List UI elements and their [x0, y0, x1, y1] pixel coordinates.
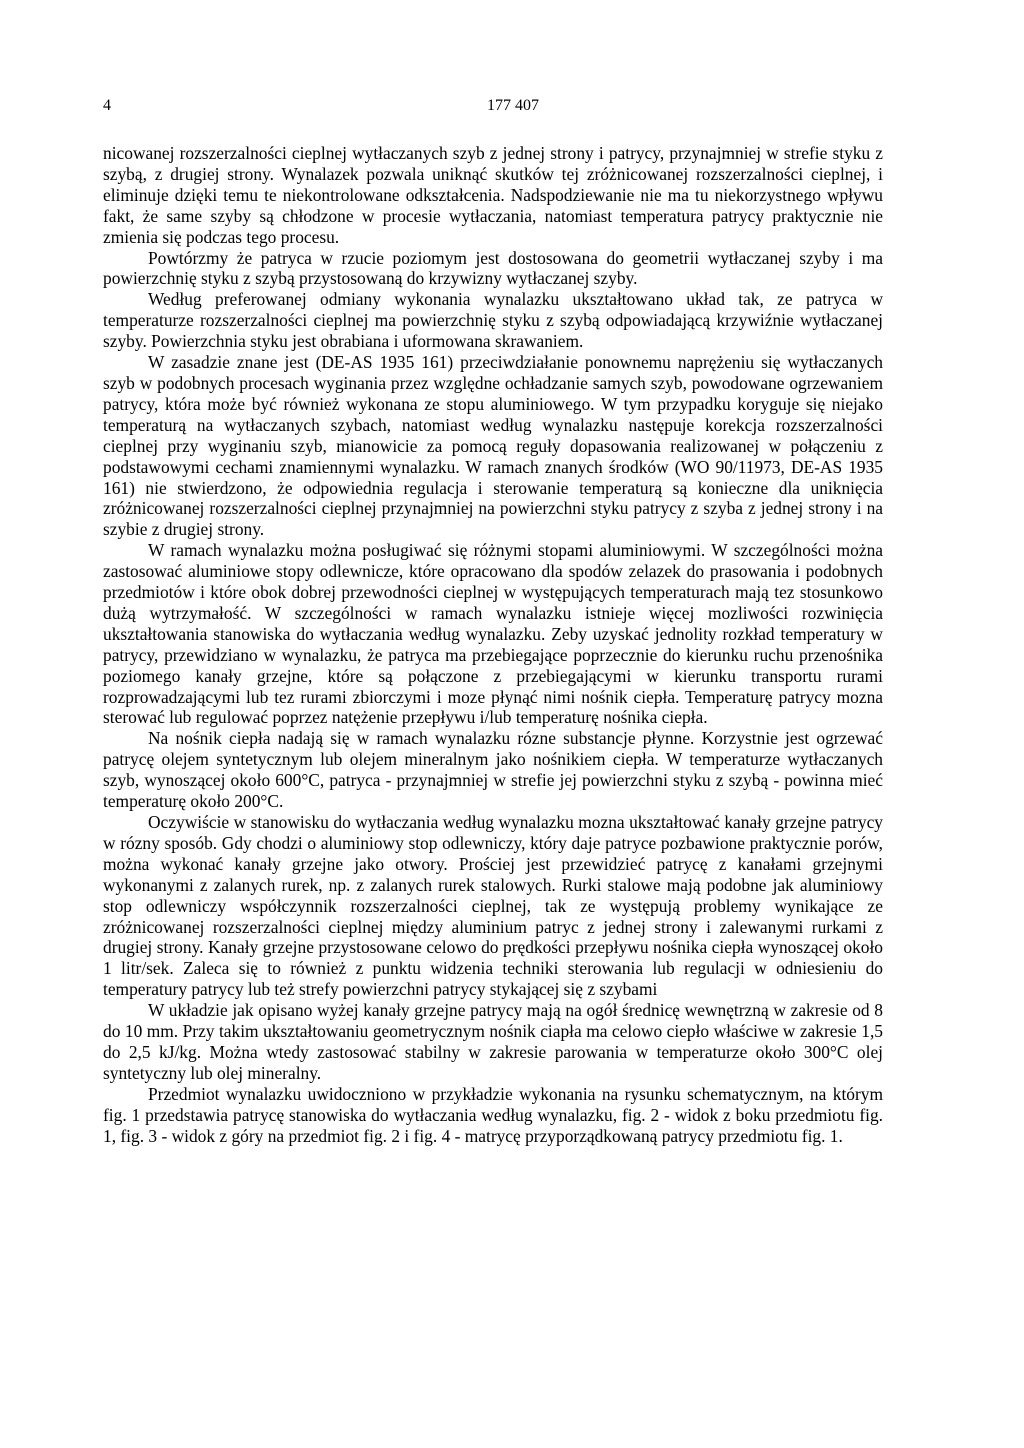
paragraph: Oczywiście w stanowisku do wytłaczania według wynalazku mozna ukształtować kanały grzejne patrycy w rózny sposób. Gdy chodzi o aluminiowy stop odlewniczy, który daje patryce pozbawione praktycznie porów, można wykonać kanały grzejne jako otwory. Prościej jest przewidzieć patrycę z kanałami grzejnymi wykonanymi z zalanych rurek, np. z zalanych rurek stalowych. Rurki stalowe mają podobne jak aluminiowy stop odlewniczy współczynnik rozszerzalności cieplnej, tak ze występują problemy wynikające ze zróżnicowanej rozszerzalności cieplnej między aluminium patryc z jednej strony i zalewanymi rurkami z drugiej strony. Kanały grzejne przystosowane celowo do prędkości przepływu nośnika ciepła wynoszącej około 1 litr/sek. Zaleca się to również z punktu widzenia techniki sterowania lub regulacji w odniesieniu do temperatury patrycy lub też strefy powierzchni patrycy stykającej się z szybami: [103, 812, 883, 1000]
paragraph: nicowanej rozszerzalności cieplnej wytłaczanych szyb z jednej strony i patrycy, przynajmniej w strefie styku z szybą, z drugiej strony. Wynalazek pozwala uniknąć skutków tej zróżnicowanej rozszerzalności cieplnej, i eliminuje dzięki temu te niekontrolowane odkształcenia. Nadspodziewanie nie ma tu niekorzystnego wpływu fakt, że same szyby są chłodzone w procesie wytłaczania, natomiast temperatura patrycy praktycznie nie zmienia się podczas tego procesu.: [103, 143, 883, 247]
paragraph: Na nośnik ciepła nadają się w ramach wynalazku rózne substancje płynne. Korzystnie jest ogrzewać patrycę olejem syntetycznym lub olejem mineralnym jako nośnikiem ciepła. W temperaturze wytłaczanych szyb, wynoszącej około 600°C, patryca - przynajmniej w strefie jej powierzchni styku z szybą - powinna mieć temperaturę około 200°C.: [103, 728, 883, 812]
paragraph: W zasadzie znane jest (DE-AS 1935 161) przeciwdziałanie ponownemu naprężeniu się wytłaczanych szyb w podobnych procesach wyginania przez względne ochładzanie samych szyb, powodowane ogrzewaniem patrycy, która może być również wykonana ze stopu aluminiowego. W tym przypadku koryguje się niejako temperaturą na wytłaczanych szybach, natomiast według wynalazku następuje korekcja rozszerzalności cieplnej przy wyginaniu szyb, mianowicie za pomocą reguły dopasowania realizowanej w połączeniu z podstawowymi cechami znamiennymi wynalazku. W ramach znanych środków (WO 90/11973, DE-AS 1935 161) nie stwierdzono, że odpowiednia regulacja i sterowanie temperaturą są konieczne dla uniknięcia zróżnicowanej rozszerzalności cieplnej przynajmniej na powierzchni styku patrycy z szyba z jednej strony i na szybie z drugiej strony.: [103, 352, 883, 540]
paragraph: W układzie jak opisano wyżej kanały grzejne patrycy mają na ogół średnicę wewnętrzną w zakresie od 8 do 10 mm. Przy takim ukształtowaniu geometrycznym nośnik ciapła ma celowo ciepło właściwe w zakresie 1,5 do 2,5 kJ/kg. Można wtedy zastosować stabilny w zakresie parowania w temperaturze około 300°C olej syntetyczny lub olej mineralny.: [103, 1000, 883, 1083]
paragraph: W ramach wynalazku można posługiwać się różnymi stopami aluminiowymi. W szczególności można zastosować aluminiowe stopy odlewnicze, które opracowano dla spodów zelazek do prasowania i podobnych przedmiotów i które obok dobrej przewodności cieplnej w występujących temperaturach mają tez stosunkowo dużą wytrzymałość. W szczególności w ramach wynalazku istnieje więcej mozliwości rozwinięcia ukształtowania stanowiska do wytłaczania według wynalazku. Zeby uzyskać jednolity rozkład temperatury w patrycy, przewidziano w wynalazku, że patryca ma przebiegające poprzecznie do kierunku ruchu przenośnika poziomego kanały grzejne, które są połączone z przebiegającymi w kierunku transportu rurami rozprowadzającymi lub tez rurami zbiorczymi i moze płynąć nimi nośnik ciepła. Temperaturę patrycy mozna sterować lub regulować poprzez natężenie przepływu i/lub temperaturę nośnika ciepła.: [103, 540, 883, 728]
document-number: 177 407: [487, 97, 539, 114]
page-number: 4: [103, 97, 111, 114]
paragraph: Przedmiot wynalazku uwidoczniono w przykładzie wykonania na rysunku schematycznym, na którym fig. 1 przedstawia patrycę stanowiska do wytłaczania według wynalazku, fig. 2 - widok z boku przedmiotu fig. 1, fig. 3 - widok z góry na przedmiot fig. 2 i fig. 4 - matrycę przyporządkowaną patrycy przedmiotu fig. 1.: [103, 1083, 883, 1146]
page-header: [103, 97, 923, 119]
body-text: [103, 143, 883, 1147]
paragraph: Powtórzmy że patryca w rzucie poziomym jest dostosowana do geometrii wytłaczanej szyby i ma powierzchnię styku z szybą przystosowaną do krzywizny wytłaczanej szyby.: [103, 247, 883, 289]
paragraph: Według preferowanej odmiany wykonania wynalazku ukształtowano układ tak, ze patryca w temperaturze rozszerzalności cieplnej ma powierzchnię styku z szybą odpowiadającą krzywiźnie wytłaczanej szyby. Powierzchnia styku jest obrabiana i uformowana skrawaniem.: [103, 289, 883, 352]
